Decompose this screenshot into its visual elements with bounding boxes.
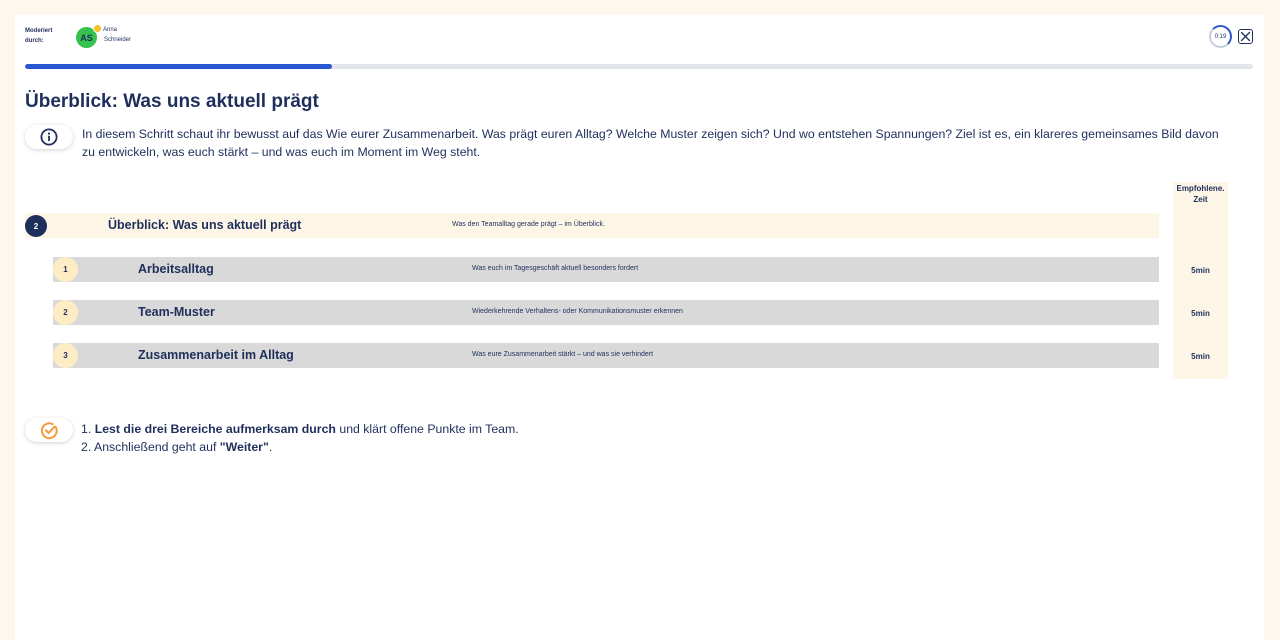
close-button[interactable]	[1238, 29, 1253, 44]
close-icon	[1240, 31, 1251, 42]
progress-fill	[25, 64, 332, 69]
timer: 0:19	[1209, 25, 1232, 48]
row-time: 5min	[1191, 309, 1210, 318]
row-description: Was euch im Tagesgeschäft aktuell besonders fordert	[472, 265, 639, 272]
time-column	[1173, 182, 1228, 379]
time-column-header: Empfohlene. Zeit	[1176, 184, 1225, 204]
info-icon	[40, 128, 58, 146]
section-number: 2	[25, 215, 47, 237]
step-1-text: und klärt offene Punkte im Team.	[335, 422, 519, 436]
section-description: Was den Teamalltag gerade prägt – im Überblick.	[452, 221, 605, 228]
moderated-by-label: Moderiert durch:	[25, 28, 53, 44]
progress-bar	[25, 64, 1253, 69]
row-time: 5min	[1191, 266, 1210, 275]
row-number: 1	[53, 257, 78, 282]
instructions	[81, 420, 519, 456]
instruction-step-1	[81, 420, 519, 438]
page-title: Überblick: Was uns aktuell prägt	[25, 91, 319, 112]
row-number: 3	[53, 343, 78, 368]
row-number: 2	[53, 300, 78, 325]
section-title: Überblick: Was uns aktuell prägt	[108, 218, 302, 232]
step-2-text: 2. Anschließend geht auf	[81, 440, 220, 454]
intro-text: In diesem Schritt schaut ihr bewusst auf das Wie eurer Zusammenarbeit. Was prägt euren Alltag? Welche Muster zeigen sich? Und wo entstehen Spannungen? Ziel ist es, ein klareres gemeinsames Bild davon zu entwickeln, was euch stärkt – und was euch im Moment im Weg steht.	[82, 127, 1219, 159]
row-title: Team-Muster	[138, 305, 215, 319]
step-2-emphasis: "Weiter"	[219, 440, 269, 454]
step-2-end: .	[268, 440, 273, 454]
row-description: Wiederkehrende Verhaltens- oder Kommunikationsmuster erkennen	[472, 308, 683, 315]
row-title: Zusammenarbeit im Alltag	[138, 348, 294, 362]
step-1-number: 1.	[81, 422, 95, 436]
avatar-status-badge	[93, 24, 102, 33]
row-title: Arbeitsalltag	[138, 262, 214, 276]
row-time: 5min	[1191, 352, 1210, 361]
task-badge	[25, 418, 73, 442]
row-description: Was eure Zusammenarbeit stärkt – und was sie verhindert	[472, 351, 654, 358]
moderator-first-name: Anna	[103, 27, 118, 33]
moderator-name	[103, 25, 163, 45]
check-circle-icon	[40, 421, 59, 440]
moderator-last-name: Schneider	[104, 37, 132, 43]
info-badge	[25, 125, 73, 149]
exercise-card	[15, 15, 1264, 640]
avatar: AS	[76, 27, 97, 48]
step-1-emphasis: Lest die drei Bereiche aufmerksam durch	[94, 422, 336, 436]
instruction-step-2	[81, 438, 519, 456]
